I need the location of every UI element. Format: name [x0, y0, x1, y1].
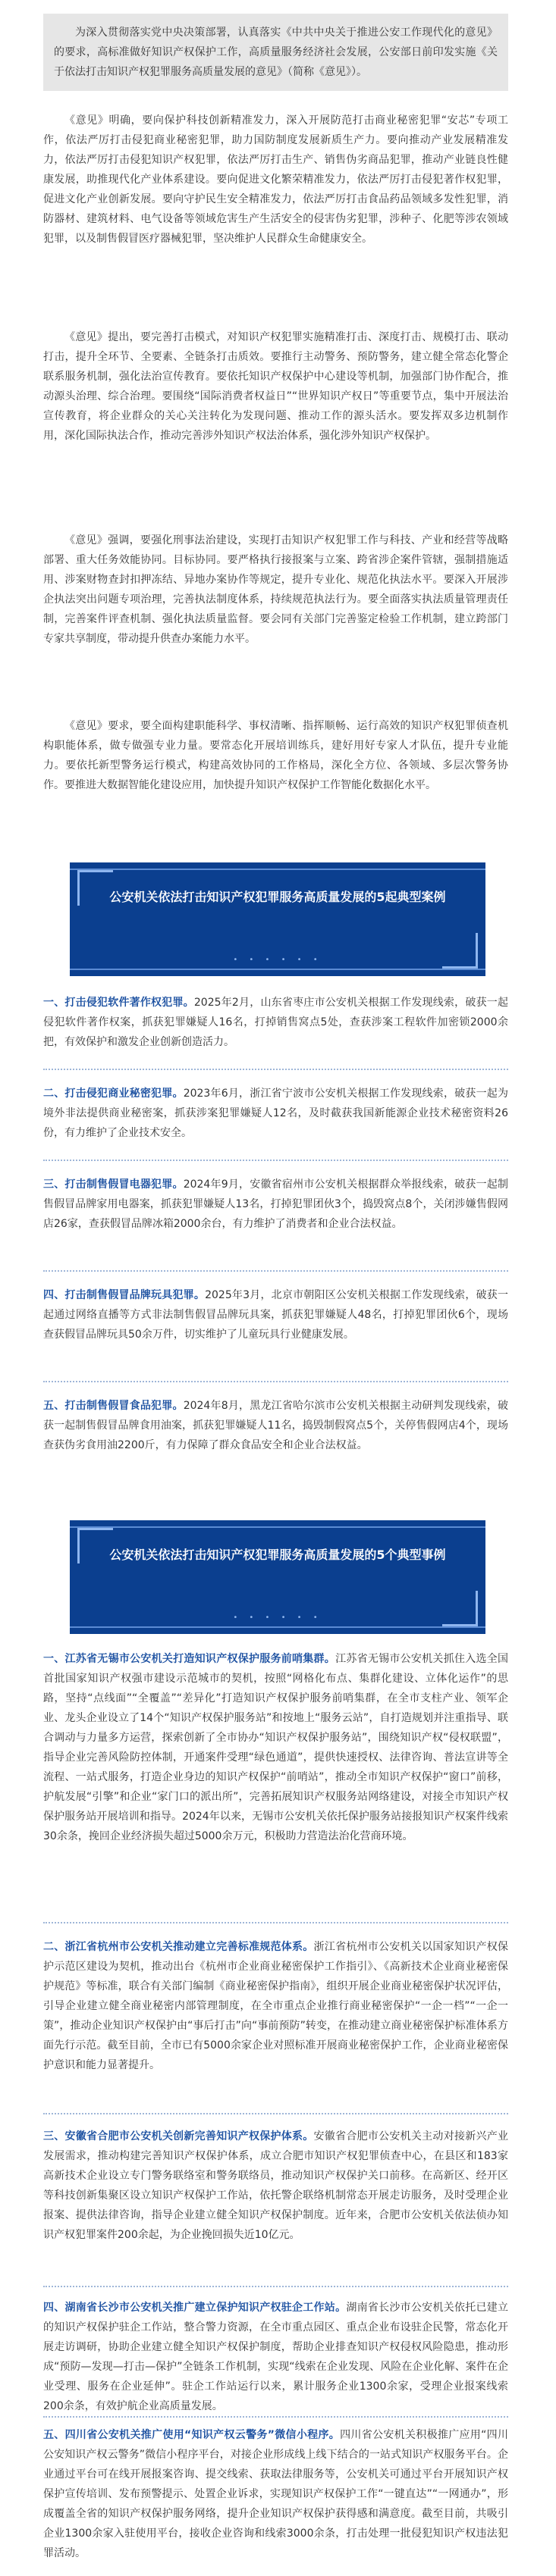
section-title-examples: 公安机关依法打击知识产权犯罪服务高质量发展的5个典型事例: [109, 1548, 446, 1562]
section-title-cases: 公安机关依法打击知识产权犯罪服务高质量发展的5起典型案例: [109, 890, 446, 904]
paragraph-1: 《意见》明确，要向保护科技创新精准发力，深入开展防范打击商业秘密犯罪“安芯”专项工作，依法严厉打击侵犯商业秘密犯罪，助力国防制度发展新质生产力。要向推动产业发展精准发力，依法严厉打击侵犯知识产权犯罪，依法严厉打击生产、销售伪劣商品犯罪，推动产业链良性健康发展，助推现代化产业体系建设。要向促进文化繁荣精准发力，依法严厉打击侵犯著作权犯罪，促进文化产业创新发展。要向守护民生安全精准发力，依法严厉打击食品药品领域多发性犯罪，消防器材、建筑材料、电气设备等领域危害生产生活安全的侵害伪劣犯罪，涉种子、化肥等涉农领域犯罪，以及制售假冒医疗器械犯罪，坚决维护人民群众生命健康安全。: [43, 114, 508, 245]
example-1: 一、江苏省无锡市公安机关打造知识产权保护服务前哨集群。江苏省无锡市公安机关抓住入选全国首批国家知识产权强市建设示范城市的契机，按照“网格化布点、集群化建设、立体化运作”的思路，坚持“点线面”“全覆盖”“差异化”打造知识产权保护服务前哨集群，在全市支柱产业、领军企业、龙头企业设立了14个“知识产权保护服务站”和按地上“服务云站”，自打造规划并注重指导、联合调动与力量多方运营，探索创新了全市协办“知识产权保护服务站”，围绕知识产权“侵权联盟”，指导企业完善风险防控体制，开通案件受理“绿色通道”，提供快速授权、法律咨询、普法宣讲等全流程、一站式服务，打造企业身边的知识产权保护“前哨站”，推动全市知识产权保护“窗口”前移，护航发展“引擎”和企业“家门口的派出所”，完善拓展知识产权服务站网络建设，对接全市知识产权保护服务站开展培训和指导。2024年以来，无锡市公安机关依托保护服务站接报知识产权案件线索30余条，挽回企业经济损失超过5000余万元，积极助力营造法治化营商环境。: [43, 1653, 509, 1842]
divider: [43, 1160, 508, 1161]
section-header-examples: [70, 1520, 485, 1634]
divider: [43, 2286, 508, 2287]
example-5: 五、四川省公安机关推广使用“知识产权云警务”微信小程序。四川省公安机关积极推广应用“四川公安知识产权云警务”微信小程序平台，对接企业形成线上线下结合的一站式知识产权服务平台。企业通过平台可在线开展报案咨询、提交线索、获取法律服务等，公安机关可通过平台开展知识产权保护宣传培训、发布预警提示、处置企业诉求，实现知识产权保护工作“一键直达”“一网通办”，形成覆盖全省的知识产权保护服务网络，提升企业知识产权保护获得感和满意度。截至目前，共吸引企业1300余家入驻使用平台，接收企业咨询和线索3000余条，打击处理一批侵犯知识产权违法犯罪活动。: [43, 2429, 509, 2559]
case-1: 一、打击侵犯软件著作权犯罪。2025年2月，山东省枣庄市公安机关根据工作发现线索，破获一起侵犯软件著作权案，抓获犯罪嫌疑人16名，打掉销售窝点5处，查获涉案工程软件加密锁2000余把，有效保护和激发企业创新创造活力。: [43, 997, 508, 1048]
paragraph-3: 《意见》强调，要强化刑事法治建设，实现打击知识产权犯罪工作与科技、产业和经营等战略部署、重大任务效能协同。目标协同。要严格执行接报案与立案、跨省涉企案件管辖，强制措施适用、涉案财物查封扣押冻结、异地办案协作等规定，提升专业化、规范化执法水平。要深入开展涉企执法突出问题专项治理，完善执法制度体系，持续规范执法行为。要全面落实执法质量管理责任制，完善案件评查机制、强化执法质量监督。要会同有关部门完善鉴定检验工作机制，建立跨部门专家共享制度，带动提升供查办案能力水平。: [43, 534, 508, 645]
divider: [43, 1381, 508, 1382]
example-4: 四、湖南省长沙市公安机关推广建立保护知识产权驻企工作站。湖南省长沙市公安机关依托已建立的知识产权保护驻企工作站，整合警力资源，在全市重点园区、重点企业布设驻企民警，常态化开展走访调研，协助企业建立健全知识产权保护制度，帮助企业排查知识产权侵权风险隐患，推动形成“预防—发现—打击—保护”全链条工作机制，实现“线索在企业发现、风险在企业化解、案件在企业受理、服务在企业延伸”。驻企工作站运行以来，累计服务企业1300余家，受理企业报案线索200余条，有效护航企业高质量发展。: [43, 2302, 509, 2412]
divider: [43, 1069, 508, 1070]
paragraph-4: 《意见》要求，要全面构建职能科学、事权清晰、指挥顺畅、运行高效的知识产权犯罪侦查机构职能体系，做专做强专业力量。要常态化开展培训练兵，建好用好专家人才队伍，提升专业能力。要依托新型警务运行模式，构建高效协同的工作格局，深化全方位、各领域、多层次警务协作。要推进大数据智能化建设应用，加快提升知识产权保护工作智能化数据化水平。: [43, 720, 508, 791]
divider: [43, 1270, 508, 1272]
divider: [43, 2416, 508, 2418]
divider: [43, 1922, 508, 1923]
intro-text: 为深入贯彻落实党中央决策部署，认真落实《中共中央关于推进公安工作现代化的意见》的要求，高标准做好知识产权保护工作，高质量服务经济社会发展，公安部日前印发实施《关于依法打击知识产权犯罪服务高质量发展的意见》（简称《意见》）。: [54, 27, 498, 78]
example-2: 二、浙江省杭州市公安机关推动建立完善标准规范体系。浙江省杭州市公安机关以国家知识产权保护示范区建设为契机，推动出台《杭州市企业商业秘密保护工作指引》、《高新技术企业商业秘密保护规范》等标准，联合有关部门编制《商业秘密保护指南》，组织开展企业商业秘密保护状况评估，引导企业建立健全商业秘密内部管理制度，在全市重点企业推行商业秘密保护“一企一档”“一企一策”，推动企业知识产权保护由“事后打击”向“事前预防”转变，在推动建立商业秘密保护标准体系方面先行示范。截至目前，全市已有5000余家企业对照标准开展商业秘密保护工作，企业商业秘密保护意识和能力显著提升。: [43, 1941, 508, 2071]
section-decoration: • • • • • •: [233, 1614, 322, 1622]
case-5: 五、打击制售假冒食品犯罪。2024年8月，黑龙江省哈尔滨市公安机关根据主动研判发现线索，破获一起制售假冒品牌食用油案，抓获犯罪嫌疑人11名，捣毁制假窝点5个，关停售假网店4个，现场查获伪劣食用油2200斤，有力保障了群众食品安全和企业合法权益。: [43, 1400, 508, 1451]
section-header-cases: [70, 862, 485, 976]
case-4: 四、打击制售假冒品牌玩具犯罪。2025年3月，北京市朝阳区公安机关根据工作发现线索，破获一起通过网络直播等方式非法制售假冒品牌玩具案，抓获犯罪嫌疑人48名，打掉犯罪团伙6个，现场查获假冒品牌玩具50余万件，切实维护了儿童玩具行业健康发展。: [43, 1289, 508, 1341]
example-3: 三、安徽省合肥市公安机关创新完善知识产权保护体系。安徽省合肥市公安机关主动对接新兴产业发展需求，推动构建完善知识产权保护体系，成立合肥市知识产权犯罪侦查中心，在县区和183家高新技术企业设立专门警务联络室和警务联络员，推动知识产权保护关口前移。在高新区、经开区等科技创新集聚区设立知识产权保护工作站，依托警企联络机制常态开展走访服务，及时受理企业报案、提供法律咨询，指导企业建立健全知识产权保护制度。近年来，合肥市公安机关依法侦办知识产权犯罪案件200余起，为企业挽回损失近10亿元。: [43, 2130, 509, 2241]
case-3: 三、打击制售假冒电器犯罪。2024年9月，安徽省宿州市公安机关根据群众举报线索，破获一起制售假冒品牌家用电器案，抓获犯罪嫌疑人13名，打掉犯罪团伙3个，捣毁窝点8个，关闭涉嫌售假网店26家，查获假冒品牌冰箱2000余台，有力维护了消费者和企业合法权益。: [43, 1178, 508, 1230]
intro-box: [43, 14, 508, 91]
section-decoration: • • • • • •: [233, 956, 322, 964]
paragraph-2: 《意见》提出，要完善打击模式，对知识产权犯罪实施精准打击、深度打击、规模打击、联动打击，提升全环节、全要素、全链条打击质效。要推行主动警务、预防警务，建立健全常态化警企联系服务机制，强化法治宣传教育。要依托知识产权保护中心建设等机制，加强部门协作配合，推动源头治理、综合治理。要围绕“国际消费者权益日”“世界知识产权日”等重要节点，集中开展法治宣传教育，将企业群众的关心关注转化为发现问题、推动工作的源头活水。要发挥双多边机制作用，深化国际执法合作，推动完善涉外知识产权法治体系，强化涉外知识产权保护。: [43, 331, 508, 442]
case-2: 二、打击侵犯商业秘密犯罪。2023年6月，浙江省宁波市公安机关根据工作发现线索，破获一起为境外非法提供商业秘密案，抓获涉案犯罪嫌疑人12名，及时截获我国新能源企业技术秘密资料26份，有力维护了企业技术安全。: [43, 1088, 508, 1139]
divider: [43, 2113, 508, 2114]
